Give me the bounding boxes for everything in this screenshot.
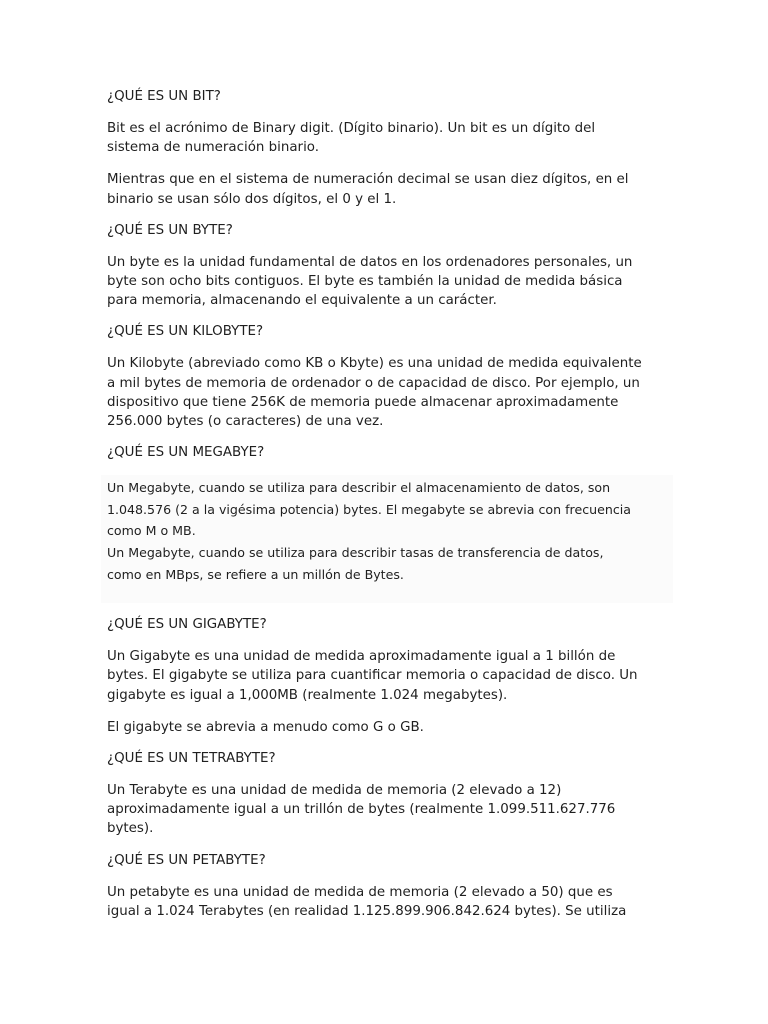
text-line: Mientras que en el sistema de numeración decimal se usan diez dígitos, en el <box>107 172 629 188</box>
paragraph <box>107 883 667 921</box>
paragraph <box>107 119 667 157</box>
paragraph <box>107 253 667 311</box>
text-line: Un byte es la unidad fundamental de datos en los ordenadores personales, un <box>107 254 633 270</box>
section-heading-gigabyte: ¿QUÉ ES UN GIGABYTE? <box>107 617 267 633</box>
text-line: aproximadamente igual a un trillón de bytes (realmente 1.099.511.627.776 <box>107 802 616 818</box>
text-line: para memoria, almacenando el equivalente a un carácter. <box>107 293 497 309</box>
text-line: sistema de numeración binario. <box>107 140 320 156</box>
section-heading-megabyte: ¿QUÉ ES UN MEGABYE? <box>107 445 265 461</box>
text-line: byte son ocho bits contiguos. El byte es también la unidad de medida básica <box>107 274 623 290</box>
quoted-block <box>101 475 673 603</box>
text-line: 1.048.576 (2 a la vigésima potencia) bytes. El megabyte se abrevia con frecuencia <box>107 501 631 517</box>
text-line: igual a 1.024 Terabytes (en realidad 1.125.899.906.842.624 bytes). Se utiliza <box>107 903 627 919</box>
paragraph <box>107 354 667 431</box>
text-line: gigabyte es igual a 1,000MB (realmente 1.024 megabytes). <box>107 687 508 703</box>
section-heading-terabyte: ¿QUÉ ES UN TETRABYTE? <box>107 751 276 767</box>
text-line: como en MBps, se refiere a un millón de Bytes. <box>107 566 404 582</box>
text-line: Un petabyte es una unidad de medida de memoria (2 elevado a 50) que es <box>107 884 613 900</box>
text-line: binario se usan sólo dos dígitos, el 0 y el 1. <box>107 191 397 207</box>
text-line: Bit es el acrónimo de Binary digit. (Dígito binario). Un bit es un dígito del <box>107 121 596 136</box>
paragraph <box>107 718 667 737</box>
text-line: dispositivo que tiene 256K de memoria puede almacenar aproximadamente <box>107 394 619 410</box>
text-line: 256.000 bytes (o caracteres) de una vez. <box>107 414 384 430</box>
section-heading-byte: ¿QUÉ ES UN BYTE? <box>107 222 233 238</box>
text-line: El gigabyte se abrevia a menudo como G o GB. <box>107 719 424 735</box>
text-line: Un Megabyte, cuando se utiliza para describir el almacenamiento de datos, son <box>107 480 611 496</box>
section-heading-kilobyte: ¿QUÉ ES UN KILOBYTE? <box>107 324 264 340</box>
paragraph <box>107 647 667 705</box>
document-page <box>107 88 667 934</box>
text-line: Un Terabyte es una unidad de medida de memoria (2 elevado a 12) <box>107 783 562 799</box>
text-line: como M o MB. <box>107 523 196 539</box>
text-line: bytes). <box>107 821 154 837</box>
text-line: bytes. El gigabyte se utiliza para cuantificar memoria o capacidad de disco. Un <box>107 668 638 684</box>
paragraph <box>107 170 667 208</box>
paragraph <box>107 781 667 839</box>
text-line: a mil bytes de memoria de ordenador o de capacidad de disco. Por ejemplo, un <box>107 375 640 391</box>
text-line: Un Megabyte, cuando se utiliza para describir tasas de transferencia de datos, <box>107 545 604 561</box>
section-heading-petabyte: ¿QUÉ ES UN PETABYTE? <box>107 852 266 868</box>
section-heading-bit: ¿QUÉ ES UN BIT? <box>107 89 221 104</box>
text-line: Un Gigabyte es una unidad de medida aproximadamente igual a 1 billón de <box>107 649 616 665</box>
text-line: Un Kilobyte (abreviado como KB o Kbyte) es una unidad de medida equivalente <box>107 356 642 372</box>
